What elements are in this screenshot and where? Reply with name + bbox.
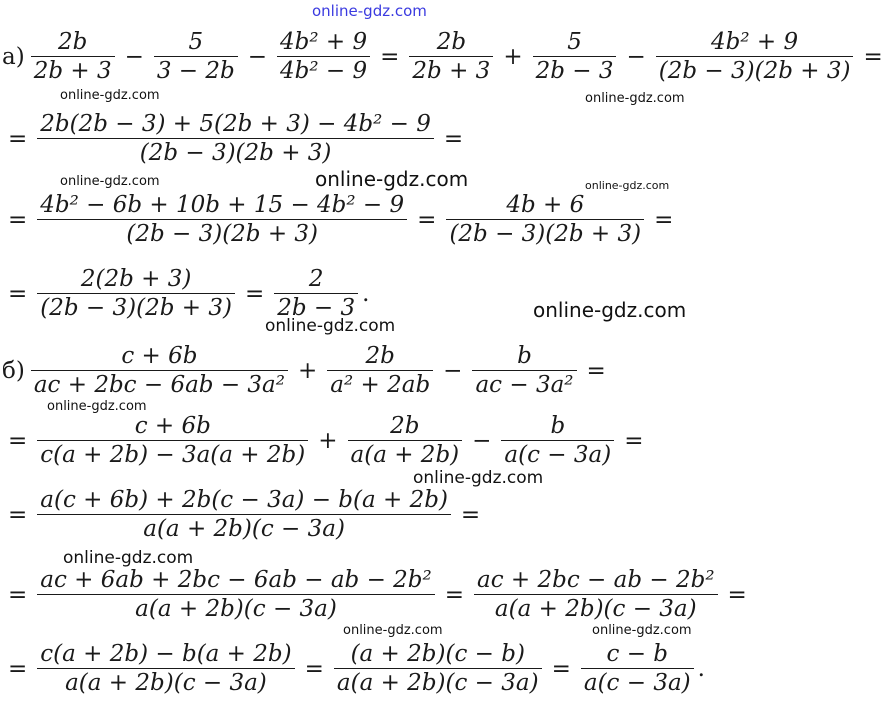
- fraction: [348, 412, 463, 469]
- fraction: [501, 412, 614, 469]
- watermark: online-gdz.com: [63, 548, 194, 568]
- denominator: 2b − 3: [277, 295, 356, 321]
- fraction: [31, 28, 115, 85]
- period: .: [362, 280, 370, 307]
- part-b-label: б): [2, 357, 25, 384]
- equals-sign: =: [8, 655, 28, 682]
- equals-sign: =: [460, 501, 481, 528]
- part-b-line-1: [2, 342, 612, 399]
- equals-sign: =: [551, 655, 571, 682]
- fraction: [334, 640, 542, 697]
- equals-sign: =: [654, 206, 674, 233]
- operator: −: [443, 357, 463, 384]
- watermark: online-gdz.com: [585, 91, 685, 106]
- equals-sign: =: [8, 501, 28, 528]
- numerator: c + 6b: [121, 343, 198, 369]
- numerator: 5: [188, 29, 204, 55]
- denominator: a(a + 2b)(c − 3a): [65, 670, 267, 696]
- header-watermark: online-gdz.com: [312, 2, 427, 20]
- fraction: [37, 640, 294, 697]
- equals-sign: =: [8, 427, 28, 454]
- denominator: a(c − 3a): [504, 442, 612, 468]
- denominator: a(a + 2b)(c − 3a): [336, 670, 539, 696]
- denominator: a(a + 2b): [350, 442, 460, 468]
- numerator: 4b² − 6b + 10b + 15 − 4b² − 9: [40, 192, 405, 218]
- equals-sign: =: [380, 43, 400, 70]
- numerator: 2b: [390, 413, 420, 439]
- watermark: online-gdz.com: [60, 174, 160, 189]
- numerator: c(a + 2b) − b(a + 2b): [40, 641, 292, 667]
- numerator: 4b² + 9: [280, 29, 368, 55]
- denominator: (2b − 3)(2b + 3): [658, 58, 851, 84]
- fraction: [37, 191, 407, 248]
- denominator: 2b + 3: [33, 58, 112, 84]
- watermark: online-gdz.com: [592, 623, 692, 638]
- equals-sign: =: [244, 280, 265, 307]
- denominator: (2b − 3)(2b + 3): [449, 221, 642, 247]
- numerator: 4b² + 9: [711, 29, 799, 55]
- denominator: 4b² − 9: [280, 58, 368, 84]
- equals-sign: =: [304, 655, 324, 682]
- operator: −: [247, 43, 268, 70]
- numerator: b: [550, 413, 566, 439]
- part-a-line-1: [2, 28, 889, 85]
- denominator: (2b − 3)(2b + 3): [139, 140, 332, 166]
- fraction: [409, 28, 493, 85]
- numerator: c + 6b: [134, 413, 211, 439]
- equals-sign: =: [727, 581, 747, 608]
- equals-sign: =: [417, 206, 437, 233]
- part-a-label: a): [2, 43, 25, 70]
- denominator: a(c − 3a): [583, 670, 691, 696]
- operator: −: [626, 43, 646, 70]
- fraction: [274, 265, 358, 322]
- numerator: 2(2b + 3): [80, 266, 192, 292]
- numerator: (a + 2b)(c − b): [350, 641, 525, 667]
- fraction: [474, 566, 718, 623]
- numerator: 2b: [57, 29, 88, 55]
- denominator: (2b − 3)(2b + 3): [40, 295, 232, 321]
- part-b-line-3: [2, 486, 486, 543]
- fraction: [446, 191, 644, 248]
- equals-sign: =: [8, 206, 28, 233]
- operator: +: [318, 427, 338, 454]
- denominator: 2b + 3: [412, 58, 491, 84]
- fraction: [472, 342, 576, 399]
- watermark: online-gdz.com: [315, 167, 469, 191]
- denominator: 2b − 3: [535, 58, 614, 84]
- numerator: 4b + 6: [506, 192, 585, 218]
- equals-sign: =: [8, 581, 28, 608]
- numerator: c − b: [606, 641, 669, 667]
- equals-sign: =: [444, 581, 465, 608]
- numerator: 2b(2b − 3) + 5(2b + 3) − 4b² − 9: [40, 111, 431, 137]
- fraction: [37, 412, 308, 469]
- part-a-line-4: [2, 265, 369, 322]
- part-b-line-2: [2, 412, 649, 469]
- fraction: [37, 110, 434, 167]
- numerator: 2b: [436, 29, 467, 55]
- equals-sign: =: [443, 125, 464, 152]
- denominator: a(a + 2b)(c − 3a): [494, 596, 697, 622]
- watermark: online-gdz.com: [585, 179, 670, 192]
- equals-sign: =: [8, 125, 28, 152]
- watermark: online-gdz.com: [343, 623, 443, 638]
- part-a-line-2: [2, 110, 469, 167]
- period: .: [697, 655, 705, 682]
- part-b-line-5: [2, 640, 705, 697]
- part-b-line-4: [2, 566, 753, 623]
- operator: +: [297, 357, 318, 384]
- numerator: b: [517, 343, 532, 369]
- numerator: 2b: [365, 343, 395, 369]
- denominator: 3 − 2b: [156, 58, 235, 84]
- numerator: ac + 6ab + 2bc − 6ab − ab − 2b²: [40, 567, 432, 593]
- denominator: a(a + 2b)(c − 3a): [143, 516, 345, 542]
- denominator: a² + 2ab: [330, 372, 431, 398]
- equals-sign: =: [586, 357, 606, 384]
- denominator: ac − 3a²: [475, 372, 574, 398]
- watermark: online-gdz.com: [60, 88, 160, 103]
- denominator: a(a + 2b)(c − 3a): [135, 596, 337, 622]
- fraction: [154, 28, 238, 85]
- operator: +: [503, 43, 523, 70]
- fraction: [581, 640, 694, 697]
- operator: −: [472, 427, 492, 454]
- fraction: [37, 265, 235, 322]
- operator: −: [124, 43, 144, 70]
- numerator: 5: [567, 29, 582, 55]
- watermark: online-gdz.com: [47, 399, 147, 414]
- fraction: [327, 342, 433, 399]
- denominator: c(a + 2b) − 3a(a + 2b): [40, 442, 306, 468]
- part-a-line-3: [2, 191, 679, 248]
- fraction: [533, 28, 617, 85]
- fraction: [277, 28, 370, 85]
- equals-sign: =: [624, 427, 644, 454]
- watermark: online-gdz.com: [413, 468, 544, 488]
- denominator: (2b − 3)(2b + 3): [126, 221, 319, 247]
- fraction: [37, 566, 434, 623]
- fraction: [37, 486, 451, 543]
- numerator: a(c + 6b) + 2b(c − 3a) − b(a + 2b): [40, 487, 448, 513]
- fraction: [31, 342, 288, 399]
- watermark: online-gdz.com: [533, 298, 687, 322]
- equals-sign: =: [8, 280, 28, 307]
- numerator: 2: [308, 266, 324, 292]
- fraction: [656, 28, 854, 85]
- denominator: ac + 2bc − 6ab − 3a²: [33, 372, 285, 398]
- numerator: ac + 2bc − ab − 2b²: [477, 567, 715, 593]
- equals-sign: =: [863, 43, 883, 70]
- watermark: online-gdz.com: [265, 316, 396, 336]
